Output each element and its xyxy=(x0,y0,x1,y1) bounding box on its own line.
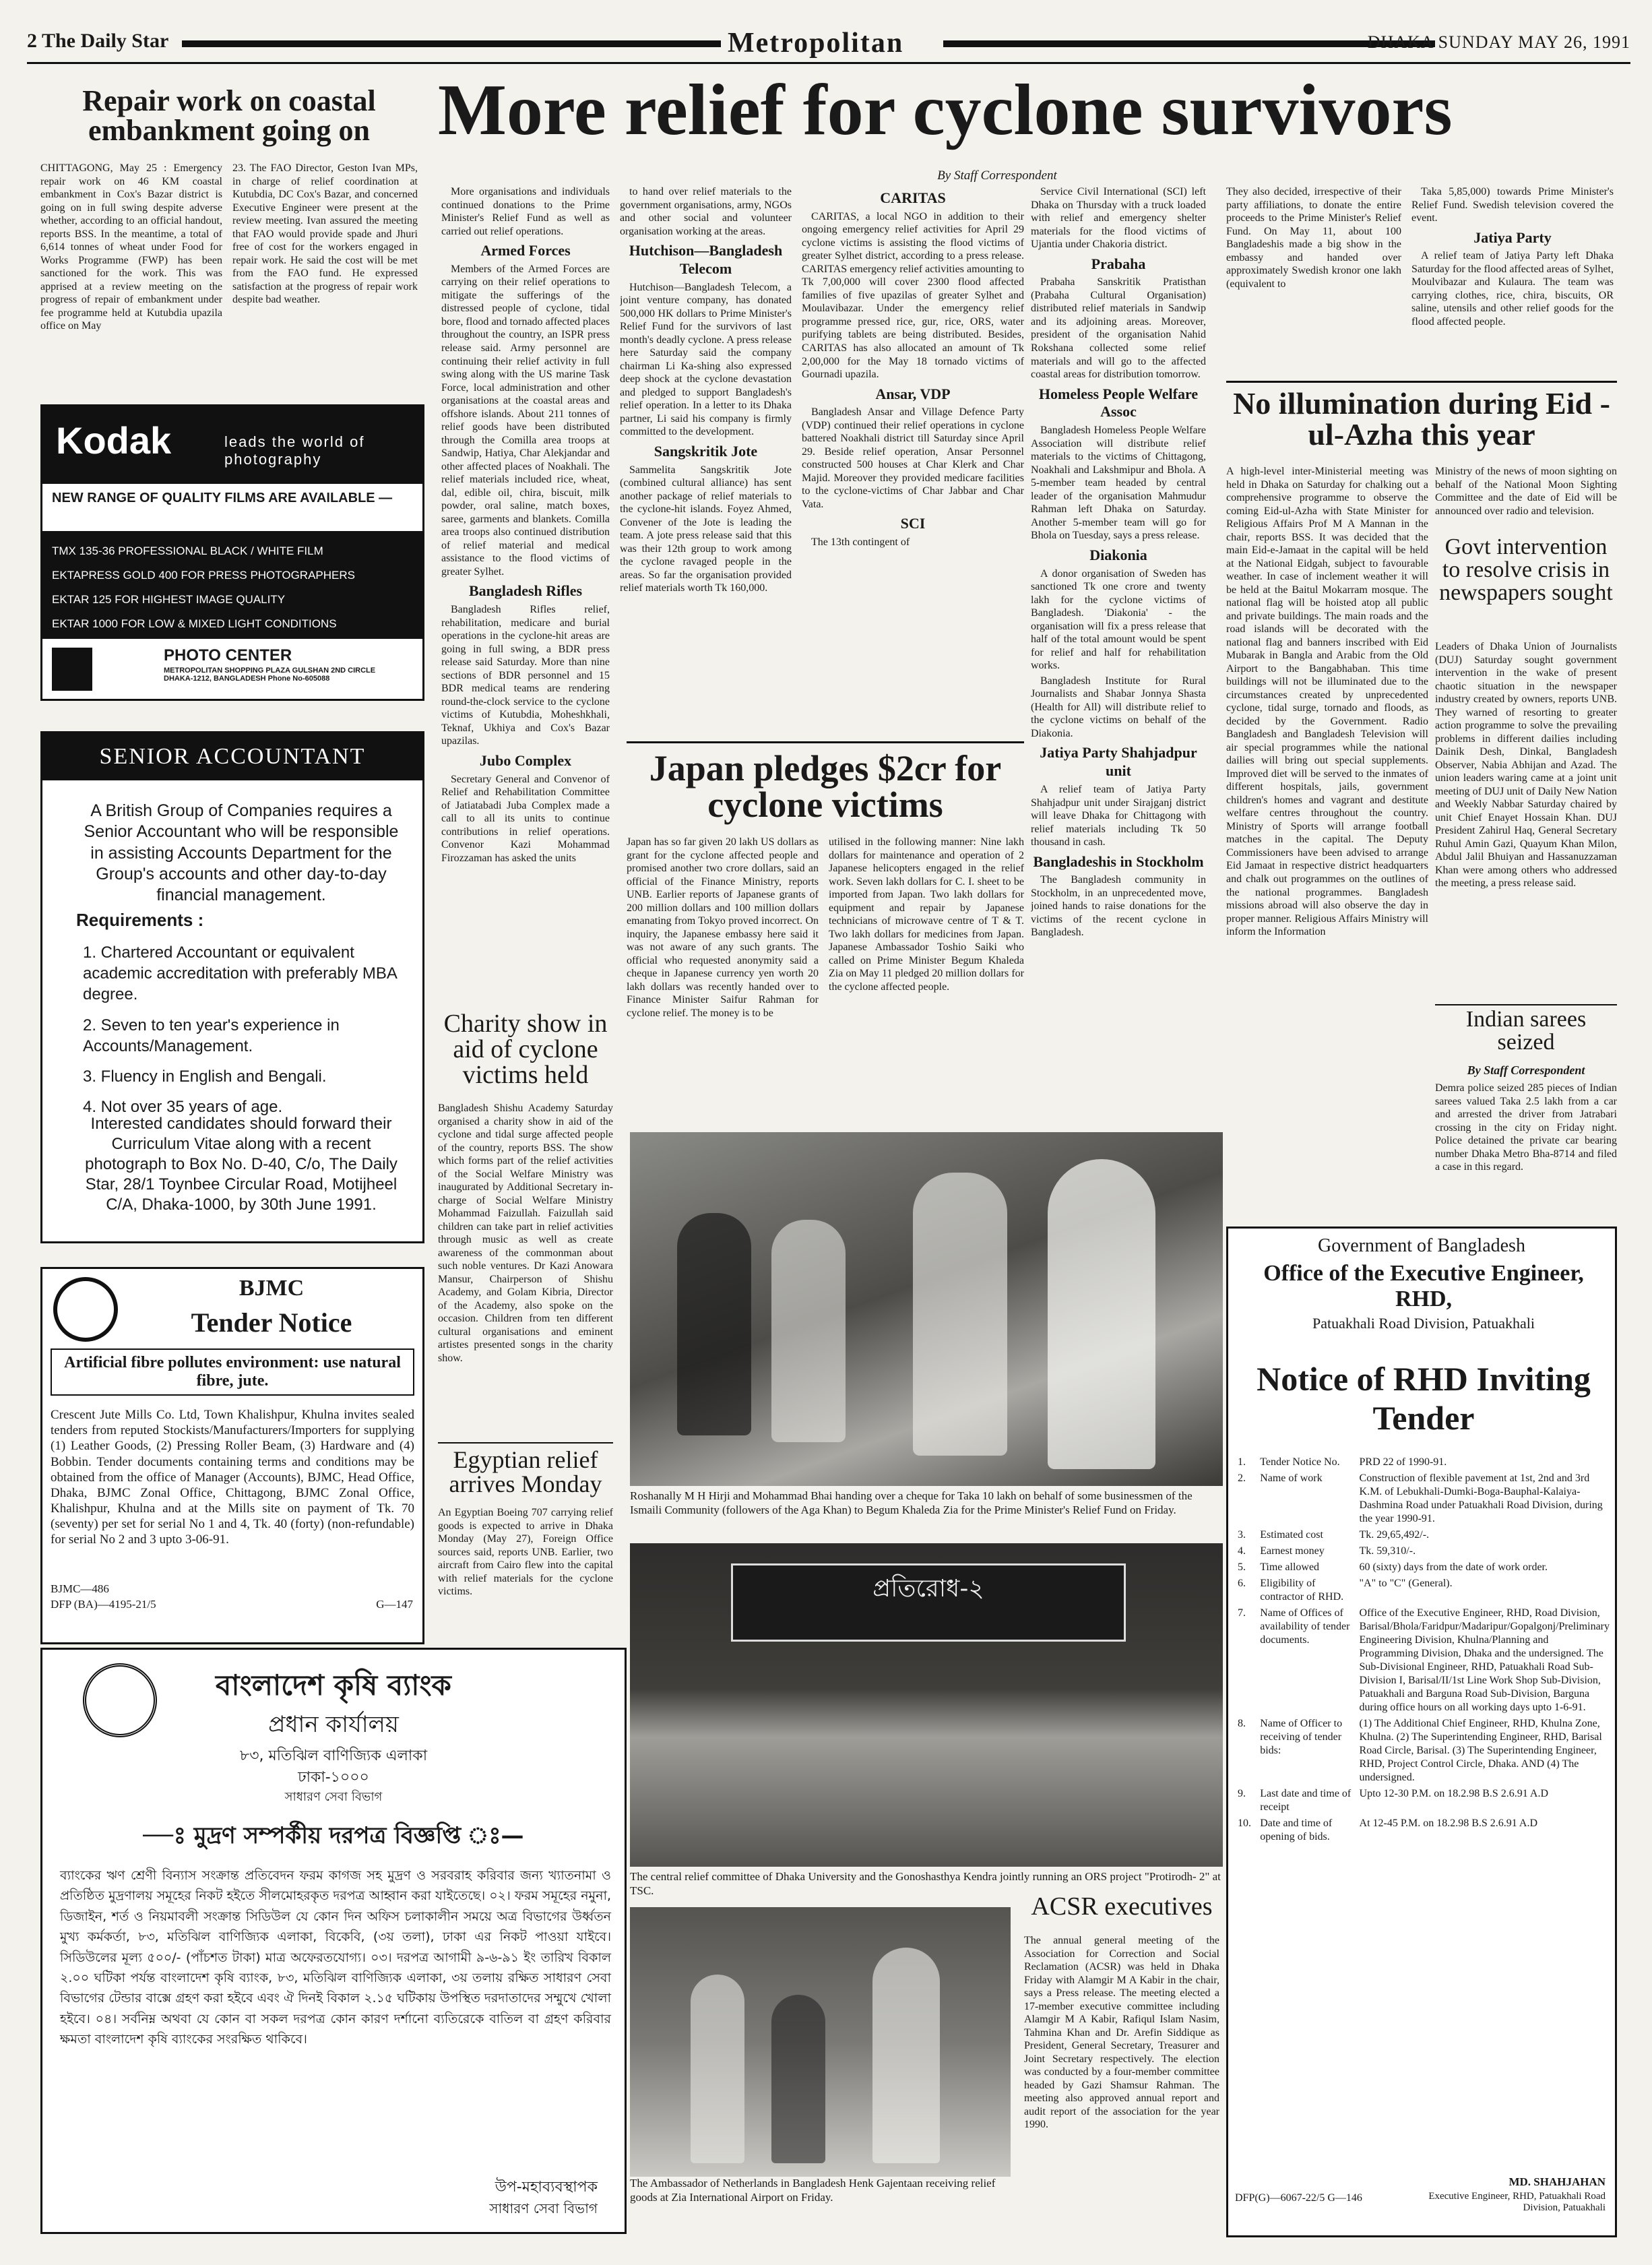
stockholm-text: The Bangladesh community in Stockholm, in an unprecedented move, joined hands to raise donations for the victims of the recent cyclone in Bangladesh. xyxy=(1031,874,1206,939)
govt-headline-block xyxy=(1435,536,1617,637)
rhd-table-row xyxy=(1235,1576,1612,1605)
kodak-film-list xyxy=(42,531,422,639)
rhd-row-label: Tender Notice No. xyxy=(1260,1456,1340,1468)
hutchison-text: Hutchison—Bangladesh Telecom, a joint venture company, has donated 500,000 HK dollars to Prime Minister's Relief Fund for the survivors of last month's deadly cyclone. A press release here Saturday said the company chairman Li Ka-shing also expressed deep shock at the cyclone devastation and pledged to support Bangladesh's relief operation. In a letter to its Dhaka partner, Li said his company is firmly committed to the development. xyxy=(620,281,792,438)
sangskritik-jote-text: Sammelita Sangskritik Jote (combined cultural alliance) has sent another package of relief materials to the cyclone-hit islands. Foyez Ahmed, Convener of the Jote is leading the team. A jote press release said that this was their 12th group to work among the cyclone ravaged people in the areas. So far the organisation provided relief materials worth Tk 160,000. xyxy=(620,464,792,594)
krishi-bank-body: ব্যাংকের ঋণ শ্রেণী বিন্যাস সংক্রান্ত প্রতিবেদন ফরম কাগজ সহ মুদ্রণ ও সরবরাহ করিবার জন্য খ্যাতনামা ও প্রতিষ্ঠিত মুদ্রণালয় সমূহের নিকট হইতে সীলমোহরকৃত দরপত্র আহ্বান করা যাইতেছে। ০২। ফরম সমূহের নমুনা, ডিজাইন, শর্ত ও নিয়মাবলী সংক্রান্ত সিডিউল যে কোন দিন অফিস চলাকালীন সময়ে অত্র বিভাগের উর্ধ্বতন মুখ্য কর্মকর্তা, ৮৩, মতিঝিল বাণিজ্যিক এলাকা, বিকেবি, (৩য় তলা), ঢাকা এর নিকট পাওয়া যাইবে। সিডিউলের মূল্য ৫০০/- (পাঁচশত টাকা) মাত্র অফেরতযোগ্য। ০৩। দরপত্র আগামী ৯-৬-৯১ ইং তারিখ বিকাল ২.০০ ঘটিকা পর্যন্ত বাংলাদেশ কৃষি ব্যাংক, ৮৩, মতিঝিল বাণিজ্যিক এলাকা, ৩য় তলায় রক্ষিত সাধারণ সেবা বিভাগের টেন্ডার বাক্সে গ্রহণ করা হইবে এবং ঐ দিনই বিকাল ২.১৫ ঘটিকায় উপস্থিত দরদাতাদের সম্মুখে খোলা হইবে। ০৪। সর্বনিম্ন অথবা যে কোন বা সকল দরপত্র কোন কারণ দর্শানো ব্যতিরেকে বাতিল বা গ্রহণ করিবার ক্ষমতা বাংলাদেশ কৃষি ব্যাংকের সংরক্ষিত থাকিবে। xyxy=(60,1868,611,2047)
rhd-table-row xyxy=(1235,1816,1612,1845)
rhd-table-row xyxy=(1235,1559,1612,1576)
senior-accountant-advert xyxy=(40,731,424,1243)
relief-col-2-lead: to hand over relief materials to the government organisations, army, NGOs and other social and volunteer organisation working at the areas. xyxy=(620,186,792,237)
subhead-prabaha: Prabaha xyxy=(1091,255,1146,272)
relief-col-1 xyxy=(441,185,610,960)
japan-headline-block xyxy=(627,741,1024,829)
kodak-film-item: EKTAPRESS GOLD 400 FOR PRESS PHOTOGRAPHERS xyxy=(52,569,355,582)
rhd-table-row xyxy=(1235,1454,1612,1470)
rhd-row-number: 7. xyxy=(1238,1607,1246,1619)
rhd-row-number: 8. xyxy=(1238,1718,1246,1729)
egypt-body: An Egyptian Boeing 707 carrying relief goods is expected to arrive in Dhaka Monday (May 27), Foreign Office sources said, reports UNB. Earlier, two aircraft from Cairo flew into the capital with relief materials for the cyclone victims. xyxy=(438,1507,613,1598)
masthead-rule-left xyxy=(182,40,721,47)
jatiya-shahjadpur-text: A relief team of Jatiya Party Shahjadpur unit under Sirajganj district will leave Dhaka for Chittagong with relief materials including Tk 50 thousand in cash. xyxy=(1031,784,1206,848)
photo-ors-project xyxy=(630,1543,1223,1867)
bjmc-title: Tender Notice xyxy=(191,1307,352,1338)
page-number-and-paper-name: 2 The Daily Star xyxy=(27,30,169,52)
repair-col-2: 23. The FAO Director, Geston Ivan MPs, in charge of relief coordination at Kutubdia, DC Cox's Bazar, and concerned Executive Engineer were present at the review meeting. Ivan assured the meeting that FAO would provide spade and Jhuri free of cost for the workers engaged in repair work. He said the cost will be met from the FAO fund. He expressed satisfaction at the progress of repair work despite bad weather. xyxy=(232,162,418,306)
senior-accountant-closing: Interested candidates should forward their Curriculum Vitae along with a recent photograph to Box No. D-40, C/o, The Daily Star, 28/1 Toynbee Circular Road, Motijheel C/A, Dhaka-1000, by 30th June 1991. xyxy=(85,1115,398,1214)
rhd-row-number: 4. xyxy=(1238,1545,1246,1557)
japan-col-1: Japan has so far given 20 lakh US dollars as grant for the cyclone affected people and promised another two crore dollars, said an official of the Finance Ministry, reports UNB. Earlier reports of Japanese grants of 200 million dollars and 100 million dollars emanating from Tokyo proved incorrect. On inquiry, the Japanese embassy here said it was not aware of any such grants. The official who requested anonymity said a cheque in Japanese currency yen worth 20 lakh dollars was recently handed over to Finance Minister Saifur Rahman for cyclone relief. The money is to be xyxy=(627,836,819,1019)
repair-headline: Repair work on coastal embankment going on xyxy=(82,86,376,147)
sarees-headline: Indian sarees seized xyxy=(1465,1007,1587,1055)
rhd-row-value: (1) The Additional Chief Engineer, RHD, Khulna Zone, Khulna. (2) The Superintending Engineer, RHD, Barisal Road Circle, Barisal. (3) The Superintending Engineer, RHD, Project Control Circle, Dhaka. AND (4) The undersigned. xyxy=(1359,1718,1602,1783)
krishi-bank-address-3: সাধারণ সেবা বিভাগ xyxy=(284,1790,383,1804)
rhd-table-row xyxy=(1235,1470,1612,1527)
photo-cheque-handover xyxy=(630,1132,1223,1486)
photo-figure xyxy=(771,1220,846,1442)
japan-headline: Japan pledges $2cr for cyclone victims xyxy=(649,748,1002,825)
relief-col-5: They also decided, irrespective of their party affiliations, to donate the entire proceeds to the Prime Minister's Relief Fund. On May 11, about 100 Bangladeshis made a big show in the embassy and handed over approximately Swedish kronor one lakh (equivalent to xyxy=(1226,186,1401,290)
rhd-row-number: 1. xyxy=(1238,1456,1246,1468)
relief-col-4 xyxy=(1031,185,1206,1122)
subhead-ansar-vdp: Ansar, VDP xyxy=(875,385,951,402)
dateline: DHAKA SUNDAY MAY 26, 1991 xyxy=(1367,32,1630,52)
relief-col-4-lead: Service Civil International (SCI) left Dhaka on Thursday with a truck loaded with relief and emergency shelter materials for the flood victims of Ujantia under Chakoria district. xyxy=(1031,186,1206,251)
bjmc-body: Crescent Jute Mills Co. Ltd, Town Khalishpur, Khulna invites sealed tenders from reputed Stockists/Manufacturers/Importers for supplying (1) Leather Goods, (2) Pressing Roller Beam, (3) Hardware and (4) Bobbin. Tender documents containing terms and conditions may be obtained from the office of Manager (Accounts), BJMC, Head Office, Dhaka, BJMC Zonal Office, Chittagong, BJMC Zonal Office, Khalishpur, Khulna and at the Mills site on payment of Tk. 70 (seventy) per set for serial No 1 and 4, Tk. 40 (forty) (non-refundable) for serial No 2 and 3 upto 3-06-91. xyxy=(51,1408,414,1547)
kodak-advert xyxy=(40,404,424,701)
subhead-jatiya-party: Jatiya Party xyxy=(1473,228,1552,246)
repair-headline-block xyxy=(40,86,418,154)
requirement-item: 4. Not over 35 years of age. xyxy=(83,1098,283,1117)
rhd-row-value: Tk. 59,310/-. xyxy=(1359,1545,1416,1557)
rhd-table-row xyxy=(1235,1716,1612,1786)
senior-accountant-title: SENIOR ACCOUNTANT xyxy=(42,733,422,780)
photo-figure xyxy=(677,1213,751,1435)
rhd-row-label: Time allowed xyxy=(1260,1561,1320,1573)
bjmc-banner: Artificial fibre pollutes environment: use natural fibre, jute. xyxy=(51,1348,414,1396)
relief-col-2 xyxy=(620,185,792,735)
requirements-list xyxy=(83,942,406,1127)
bangladesh-rifles-text: Bangladesh Rifles relief, rehabilitation, medicare and burial operations in the cyclone-hit areas are going in full swing, a BDR press release said Saturday. More than nine sections of BDR personnel and 15 BDR medical teams are rendering round-the-clock service to the cyclone victims of Kutubdia, Moheshkhali, Teknaf, Ukhiya and Cox's Bazar upazilas. xyxy=(441,604,610,747)
rhd-row-label: Name of Offices of availability of tender documents. xyxy=(1260,1607,1350,1646)
photo-center-address: METROPOLITAN SHOPPING PLAZA GULSHAN 2ND CIRCLE DHAKA-1212, BANGLADESH Phone No-605088 xyxy=(164,666,376,683)
acsr-headline: ACSR executives xyxy=(1031,1894,1213,1921)
relief-col-6-lead: Taka 5,85,000) towards Prime Minister's Relief Fund. Swedish television covered the event. xyxy=(1411,186,1614,224)
armed-forces-text: Members of the Armed Forces are carrying on their relief operations to mitigate the sufferings of the distressed people of cyclone, tidal bore, flood and tornado affected places throughout the country, an ISPR press release said. Army personnel are continuing their relief activity in full swing along with the US marine Task Force, local administration and other organisations at the coastal areas and offshore islands. About 211 tonnes of relief goods have been distributed through the Comilla area troops at Sandwip, Hatiya, Char Alekjandar and other affected places of Noakhali. The relief materials included rice, wheat, dal, edible oil, chira, biscuit, milk powder, oral saline, match boxes, saree, garments and blankets. Comilla area troops also continued distribution of relief material and medical assistance to the flood victims of greater Sylhet. xyxy=(441,263,610,578)
bjmc-tender-advert xyxy=(40,1267,424,1644)
kodak-range: NEW RANGE OF QUALITY FILMS ARE AVAILABLE — xyxy=(52,491,393,505)
rhd-row-value: 60 (sixty) days from the date of work order. xyxy=(1359,1561,1548,1573)
rhd-row-value: PRD 22 of 1990-91. xyxy=(1359,1456,1447,1468)
section-title: Metropolitan xyxy=(728,28,904,59)
krishi-bank-sign-1: উপ-মহাব্যবস্থাপক xyxy=(495,2179,598,2196)
kodak-film-item: EKTAR 1000 FOR LOW & MIXED LIGHT CONDITIONS xyxy=(52,617,337,630)
bjmc-ref-2: DFP (BA)—4195-21/5 xyxy=(51,1598,156,1611)
prabaha-text: Prabaha Sanskritik Pratisthan (Prabaha Cultural Organisation) distributed relief materials in Sandwip and its adjoining areas. Moreover, president of the organisation Nahid Rokshana collected some relief materials and will go to the affected coastal areas for distribution tomorrow. xyxy=(1031,276,1206,381)
subhead-hutchison: Hutchison—Bangladesh Telecom xyxy=(629,242,783,277)
rhd-signer-title: Executive Engineer, RHD, Patuakhali Road Division, Patuakhali xyxy=(1428,2191,1606,2213)
photo-figure xyxy=(1048,1159,1155,1469)
subhead-homeless: Homeless People Welfare Assoc xyxy=(1038,385,1199,421)
krishi-bank-sign-2: সাধারণ সেবা বিভাগ xyxy=(489,2200,598,2216)
rhd-row-value: Construction of flexible pavement at 1st, 2nd and 3rd K.M. of Lebukhali-Dumki-Boga-Bauphal-Kalaiya-Dashmina Road under Patuakhali Road Division, during the year 1990-91. xyxy=(1359,1472,1603,1524)
rhd-ref: DFP(G)—6067-22/5 G—146 xyxy=(1235,2192,1362,2204)
relief-col-3 xyxy=(802,185,1024,735)
eid-headline: No illumination during Eid -ul-Azha this year xyxy=(1233,386,1610,452)
rhd-tender-table xyxy=(1235,1454,1612,1845)
rhd-row-number: 2. xyxy=(1238,1472,1246,1484)
krishi-bank-title: বাংলাদেশ কৃষি ব্যাংক xyxy=(216,1669,451,1702)
kodak-film-item: EKTAR 125 FOR HIGHEST IMAGE QUALITY xyxy=(52,593,286,606)
subhead-diakonia: Diakonia xyxy=(1089,546,1147,563)
homeless-text: Bangladesh Homeless People Welfare Association will distribute relief materials to the victims of Chittagong, Noakhali and Lakshmipur and Bhola. A 5-member team headed by central leader of the organisation Mahmudur Rahman left Dhaka on Saturday. Another 5-member team will go for Bhola on Tuesday, says a press release. xyxy=(1031,425,1206,542)
subhead-sci: SCI xyxy=(900,515,926,532)
photo-figure xyxy=(872,1948,940,2163)
photo-figure xyxy=(913,1173,1007,1456)
rhd-government: Government of Bangladesh xyxy=(1318,1235,1525,1256)
masthead-underline xyxy=(27,62,1630,64)
subhead-bangladesh-rifles: Bangladesh Rifles xyxy=(468,582,583,600)
relief-intro: More organisations and individuals continued donations to the Prime Minister's Relief Fund as well as carried out relief operations. xyxy=(441,186,610,237)
relief-headline: More relief for cyclone survivors xyxy=(438,74,1453,150)
requirement-item: 2. Seven to ten year's experience in Accounts/Management. xyxy=(83,1016,340,1055)
requirement-item: 3. Fluency in English and Bengali. xyxy=(83,1067,327,1086)
rhd-row-number: 10. xyxy=(1238,1818,1251,1829)
diakonia-text: A donor organisation of Sweden has sanctioned Tk one crore and twenty lakh for the cyclone victims of Bangladesh. 'Diakonia' - the organisation will fix a press release that half of the total amount would be spent for relief and half for rehabilitation works. xyxy=(1031,567,1206,672)
subhead-caritas: CARITAS xyxy=(880,189,946,206)
bjmc-gear-logo-icon xyxy=(53,1277,118,1342)
photo-figure xyxy=(771,1995,825,2163)
photo-netherlands-ambassador xyxy=(630,1907,1011,2177)
eid-col-2: Ministry of the news of moon sighting on behalf of the National Moon Sighting Committee and the date of Eid will be announced over radio and television. xyxy=(1435,466,1617,517)
rural-journalists-text: Bangladesh Institute for Rural Journalists and Shabar Jonnya Shasta (Health for All) will distribute relief to the cyclone victims on behalf of the Diakonia. xyxy=(1031,675,1206,739)
egypt-headline-block xyxy=(438,1442,613,1503)
eid-headline-block xyxy=(1226,381,1617,462)
sci-text: The 13th contingent of xyxy=(811,536,910,549)
senior-accountant-intro: A British Group of Companies requires a Senior Accountant who will be responsible in assisting Accounts Department for the Group's accounts and other day-to-day financial management. xyxy=(84,801,399,904)
rhd-row-value: Office of the Executive Engineer, RHD, Road Division, Barisal/Bhola/Faridpur/Madaripur/Gopalgonj/Preliminary Engineering Division, Khulna/Planning and Programming Division, Dhaka and the undersigned. The Sub-Divisional Engineer, RHD, Patuakhali Road Sub-Division I, Barisal/II/1st Line Work Shop Sub-Division, Patuakhali and Barguna Road Sub-Division, Barguna during office hours on all working days upto 1-6-91. xyxy=(1359,1607,1610,1713)
subhead-sangskritik-jote: Sangskritik Jote xyxy=(654,442,758,460)
kodak-k-logo xyxy=(52,648,92,691)
acsr-headline-block xyxy=(1024,1894,1219,1934)
subhead-jatiya-shahjadpur: Jatiya Party Shahjadpur unit xyxy=(1040,744,1197,780)
charity-body: Bangladesh Shishu Academy Saturday organised a charity show in aid of the cyclone and tidal surge affected people of the country, reports BSS. The show which forms part of the relief activities of the Social Welfare Ministry was inaugurated by Additional Secretary in-charge of Social Welfare Ministry Mohammad Faizullah. Faizullah said children can take part in relief activities through music as well as create awareness of the commonman about such noble ventures. Dr Kazi Anowara Mansur, Chairperson of Shishu Academy, and Golam Kibria, Director of the Academy, also spoke on the occasion. Children from ten different cultural organisations and eminent artistes presented songs in the charity show. xyxy=(438,1103,613,1364)
rhd-tender-notice xyxy=(1226,1227,1617,2237)
jatiya-party-text: A relief team of Jatiya Party left Dhaka Saturday for the flood affected areas of Sylhet, Moulvibazar and Kulaura. The team was carrying clothes, rice, chira, biscuits, OR saline, utensils and other relief goods for the flood affected people. xyxy=(1411,250,1614,328)
japan-col-2: utilised in the following manner: Nine lakh dollars for maintenance and operation of 2 Japanese helicopters engaged in the relief work. Seven lakh dollars for C. I. sheet to be imported from Japan. Two lakh dollars for equipment and repair by Japanese technicians of microwave centre of T & T. Two lakh dollars for medicines from Japan. Japanese Ambassador Toshio Saiki who called on Prime Minister Begum Khaleda Zia on May 11 pledged 20 million dollars for the cyclone affected people. xyxy=(829,836,1024,993)
photo-figure xyxy=(691,1975,744,2163)
rhd-row-number: 5. xyxy=(1238,1561,1246,1573)
photo-center-name: PHOTO CENTER xyxy=(164,646,292,664)
rhd-row-label: Eligibility of contractor of RHD. xyxy=(1260,1578,1344,1603)
rhd-row-label: Name of work xyxy=(1260,1472,1323,1484)
rhd-row-label: Estimated cost xyxy=(1260,1529,1323,1541)
rhd-row-label: Earnest money xyxy=(1260,1545,1325,1557)
rhd-row-value: "A" to "C" (General). xyxy=(1359,1578,1453,1589)
jubo-complex-text: Secretary General and Convenor of Relief and Rehabilitation Committee of Jatiatabadi Juba Complex made a call to all its units to continue contributions in relief operations. Convenor Kazi Mohammad Firozzaman has asked the units xyxy=(441,773,610,864)
bjmc-org: BJMC xyxy=(239,1276,305,1301)
photo-1-caption: Roshanally M H Hirji and Mohammad Bhai handing over a cheque for Taka 10 lakh on behalf of some businessmen of the Ismaili Community (followers of the Aga Khan) to Begum Khaleda Zia for the Prime Minister's Relief Fund on Friday. xyxy=(630,1489,1193,1516)
kodak-header xyxy=(42,406,422,484)
photo-banner: প্রতিরোধ-২ xyxy=(731,1563,1126,1642)
rhd-row-label: Last date and time of receipt xyxy=(1260,1788,1352,1813)
rhd-row-number: 6. xyxy=(1238,1578,1246,1589)
requirement-item: 1. Chartered Accountant or equivalent academic accreditation with preferably MBA degree. xyxy=(83,943,397,1004)
rhd-row-number: 3. xyxy=(1238,1529,1246,1541)
photo-3-caption: The Ambassador of Netherlands in Bangladesh Henk Gajentaan receiving relief goods at Zia International Airport on Friday. xyxy=(630,2177,996,2204)
kodak-film-item: TMX 135-36 PROFESSIONAL BLACK / WHITE FILM xyxy=(52,545,323,557)
rhd-division: Patuakhali Road Division, Patuakhali xyxy=(1312,1315,1535,1332)
rhd-row-value: Tk. 29,65,492/-. xyxy=(1359,1529,1430,1541)
egypt-headline: Egyptian relief arrives Monday xyxy=(449,1446,602,1497)
bjmc-ref-1: BJMC—486 xyxy=(51,1582,109,1595)
rhd-signer: MD. SHAHJAHAN xyxy=(1508,2175,1606,2188)
charity-headline-block xyxy=(438,1011,613,1098)
sarees-headline-block xyxy=(1435,1004,1617,1065)
govt-headline: Govt intervention to resolve crisis in newspapers sought xyxy=(1439,536,1613,605)
govt-body: Leaders of Dhaka Union of Journalists (DUJ) Saturday sought government intervention in the wake of present chaotic situation in the newspaper industry created by owners, reports UNB. They warned of resorting to greater action programme to solve the prevailing problems in different dailies including Dainik Desh, Dinkal, Bangladesh Observer, Nabia Abhijan and Azad. The union leaders waring came at a joint unit meeting of DUJ unit of Daily New Nation and Weekly Nabbar Saturday chaired by unit Chief Enayet Hossain Khan. DUJ President Zahirul Haq, General Secretary Ruhul Amin Gazi, Quayum Khan Milon, Abdul Jalil Bhuiyan and Hassanuzzaman Khan were among others who addressed the meeting, a press release said. xyxy=(1435,641,1617,890)
rhd-row-label: Date and time of opening of bids. xyxy=(1260,1818,1333,1842)
bjmc-ref-3: G—147 xyxy=(376,1598,413,1611)
ansar-vdp-text: Bangladesh Ansar and Village Defence Party (VDP) continued their relief operations in cyclone battered Noakhali district till Saturday since April 29. Beside relief operation, Ansar Personnel constructed 500 houses at Char Klerk and Char Majid. Moreover they provided medicare facilities to the cyclone-victims of Char Jabbar and Char Vata. xyxy=(802,406,1024,510)
relief-headline-block xyxy=(438,74,1610,168)
rhd-table xyxy=(1235,1454,1612,1845)
rhd-row-value: At 12-45 P.M. on 18.2.98 B.S 2.6.91 A.D xyxy=(1359,1818,1537,1829)
relief-byline: By Staff Correspondent xyxy=(937,168,1057,183)
rhd-row-label: Name of Officer to receiving of tender bids: xyxy=(1260,1718,1343,1756)
repair-col-1: CHITTAGONG, May 25 : Emergency repair work on 46 KM coastal embankment in Cox's Bazar district is going on in full swing despite adverse whether, according to an official handout, reports BSS. In the meantime, a total of 6,614 tonnes of wheat under Food for Works Programme (FWP) has been sanctioned for the work. This was apprised at a review meeting on the progress of repair of embankment under fee programme held at Kutubdia upazila office on May xyxy=(40,162,222,332)
acsr-body: The annual general meeting of the Association for Correction and Social Reclamation (ACSR) was held in Dhaka Friday with Alamgir M A Kabir in the chair, says a Press release. The meeting elected a 17-member executive committee including Alamgir M A Kabir, Rafiqul Islam Nasim, Tahmina Khan and Dr. Arefin Siddique as President, General Secretary, Treasurer and Joint Secretary respectively. The election was conducted by a four-member committee headed by Gazi Shamsur Rahman. The meeting also approved annual report and audit report of the association for the year 1990. xyxy=(1024,1935,1219,2131)
rhd-table-row xyxy=(1235,1543,1612,1559)
charity-headline: Charity show in aid of cyclone victims held xyxy=(443,1011,608,1089)
masthead-rule-right xyxy=(943,40,1435,47)
krishi-bank-notice: —ঃ মুদ্রণ সম্পর্কীয় দরপত্র বিজ্ঞপ্তি ঃ— xyxy=(143,1822,524,1849)
eid-body: A high-level inter-Ministerial meeting was held in Dhaka on Saturday for chalking out a comprehensive programme to observe the coming Eid-ul-Azha with State Minister for Religious Affairs Prof M A Mannan in the chair, reports BSS. It was decided that the main Eid-e-Jamaat in the capital will be held at the National Eidgah, subject to favourable weather. In case of inclement weather it will be held at the Baitul Mokarram mosque. The national flag will be hoisted atop all public and private buildings. The main roads and the road islands will be decorated with the national flag and banners inscribed with Eid Mubarak in Bangla and Arabic from the Old Airport to the Bangabhaban. This time buildings will not be illuminated due to the circumstances created by unprecedented cyclone, tidal surge, tornado and floods, as decided by the Government. Radio Bangladesh and Bangladesh Television will air special programmes while the national dailies will bring out special supplements. Improved diet will be served to the inmates of different hospitals, jails, government children's homes and vagrant and destitute welfare centres throughout the country. Ministry of Sports will arrange football matches in the capital. The Deputy Commissioners have been advised to arrange Eid Jamaat in respective district headquarters and chalk out programmes on the outlines of the national programmes. Bangladesh missions abroad will also observe the day in proper manner. Religious Affairs Ministry will inform the Information xyxy=(1226,466,1428,938)
requirements-label: Requirements : xyxy=(76,910,204,930)
krishi-bank-sub: প্রধান কার্যালয় xyxy=(268,1711,399,1738)
kodak-tagline: leads the world of photography xyxy=(224,433,365,468)
rhd-table-row xyxy=(1235,1605,1612,1716)
subhead-armed-forces: Armed Forces xyxy=(480,242,571,259)
subhead-jubo-complex: Jubo Complex xyxy=(479,751,572,769)
subhead-stockholm: Bangladeshis in Stockholm xyxy=(1033,852,1204,870)
rhd-title: Notice of RHD Inviting Tender xyxy=(1257,1360,1591,1437)
caritas-text: CARITAS, a local NGO in addition to their ongoing emergency relief activities for April 29 cyclone victims is assisting the flood victims of greater Sylhet district, according to a press release. CARITAS emergency relief activities amounting to Tk 7,00,000 will cover 2300 flood affected families of five upazilas of greater Sylhet and Moulavibazar. Under the emergency relief programme pressed rice, gur, rice, ORS, water purifying tablets are being distributed. Besides, CARITAS has also allocated an amount of Tk 2,00,000 for the May 18 tornado victims of Gournadi upazila. xyxy=(802,210,1024,381)
sarees-byline: By Staff Correspondent xyxy=(1467,1063,1585,1077)
krishi-bank-address-2: ঢাকা-১০০০ xyxy=(298,1769,369,1786)
rhd-table-row xyxy=(1235,1786,1612,1816)
sarees-body: Demra police seized 285 pieces of Indian sarees valued Taka 2.5 lakh from a car and arrested the driver from Jatrabari crossing in the city on Friday night. Police detained the private car bearing number Dhaka Metro Bha-8714 and filed a case in this regard. xyxy=(1435,1082,1617,1173)
photo-2-caption: The central relief committee of Dhaka University and the Gonoshasthya Kendra jointly running an ORS project "Protirodh- 2" at TSC. xyxy=(630,1870,1221,1897)
rhd-table-row xyxy=(1235,1527,1612,1543)
rhd-row-value: Upto 12-30 P.M. on 18.2.98 B.S 2.6.91 A.D xyxy=(1359,1788,1548,1799)
krishi-bank-advert xyxy=(40,1648,627,2234)
krishi-bank-address-1: ৮৩, মতিঝিল বাণিজ্যিক এলাকা xyxy=(239,1747,428,1764)
kodak-logo: Kodak xyxy=(56,419,172,462)
relief-col-6 xyxy=(1411,185,1614,374)
rhd-row-number: 9. xyxy=(1238,1788,1246,1799)
page-masthead xyxy=(27,27,1630,61)
rhd-office: Office of the Executive Engineer, RHD, xyxy=(1263,1261,1584,1311)
